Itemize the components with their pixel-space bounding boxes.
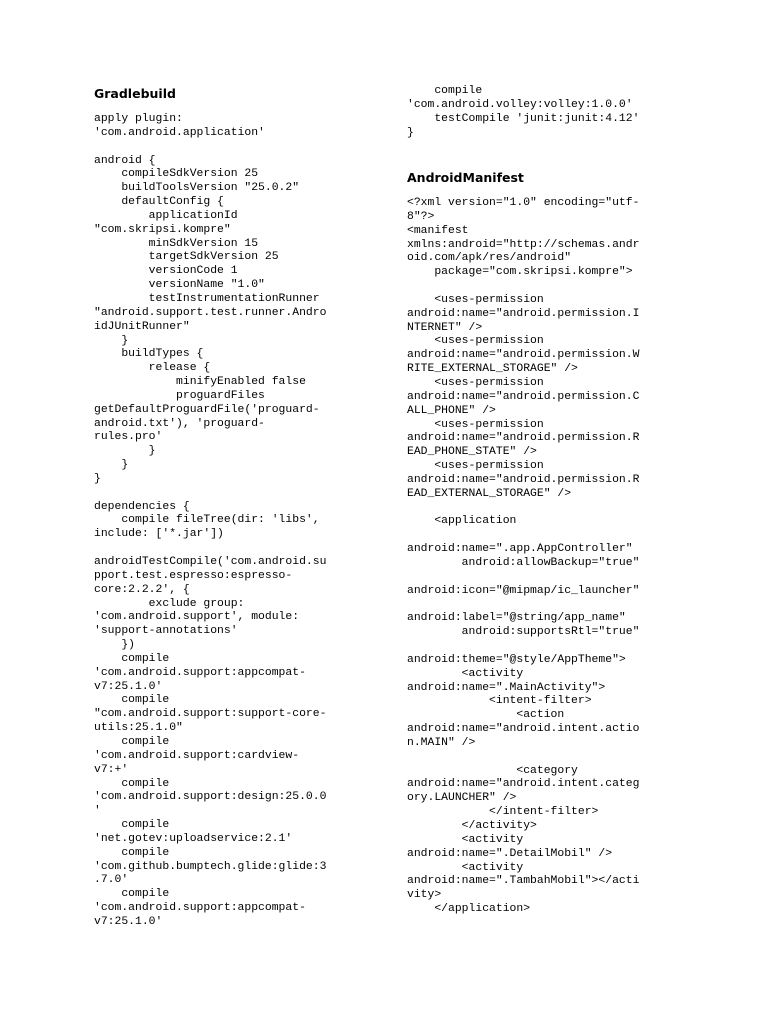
gradle-build-code: apply plugin: 'com.android.application' android { compileSdkVersion 25 buildToolsVersion "25.0.2" defaultConfig { applicationId "com.skripsi.kompre" minSdkVersion 15 targetSdkVersion 25 versionCode 1 versionName "1.0" testInstrumentationRunner "android.support.test.runner.Andro idJUnitRunner" } buildTypes { release { minifyEnabled false proguardFiles getDefaultProguardFile('proguard- android.txt'), 'proguard- rules.pro' } } } dependencies { compile fileTree(dir: 'libs', include: ['*.jar']) androidTestCompile('com.android.su pport.test.espresso:espresso- core:2.2.2', { exclude group: 'com.android.support', module: 'support-annotations' }) compile 'com.android.support:appcompat- v7:25.1.0' compile "com.android.support:support-core- utils:25.1.0" compile 'com.android.support:cardview- v7:+' compile 'com.android.support:design:25.0.0 ' compile 'net.gotev:uploadservice:2.1' compile 'com.github.bumptech.glide:glide:3 .7.0' compile 'com.android.support:appcompat- v7:25.1.0' <box>94 113 327 928</box>
android-manifest-code: <?xml version="1.0" encoding="utf- 8"?> <manifest xmlns:android="http://schemas.andr oid.com/apk/res/android" package="com.skripsi.kompre"> <uses-permission android:name="android.permission.I NTERNET" /> <uses-permission android:name="android.permission.W RITE_EXTERNAL_STORAGE" /> <uses-permission android:name="android.permission.C ALL_PHONE" /> <uses-permission android:name="android.permission.R EAD_PHONE_STATE" /> <uses-permission android:name="android.permission.R EAD_EXTERNAL_STORAGE" /> <application android:name=".app.AppController" android:allowBackup="true" android:icon="@mipmap/ic_launcher" android:label="@string/app_name" android:supportsRtl="true" android:theme="@style/AppTheme"> <activity android:name=".MainActivity"> <intent-filter> <action android:name="android.intent.actio n.MAIN" /> <category android:name="android.intent.categ ory.LAUNCHER" /> </intent-filter> </activity> <activity android:name=".DetailMobil" /> <activity android:name=".TambahMobil"></acti vity> </application> <box>407 197 640 916</box>
gradle-build-code-continued: compile 'com.android.volley:volley:1.0.0' testCompile 'junit:junit:4.12' } <box>407 85 640 139</box>
gradle-build-heading: Gradlebuild <box>94 86 176 101</box>
android-manifest-heading: AndroidManifest <box>407 170 524 185</box>
